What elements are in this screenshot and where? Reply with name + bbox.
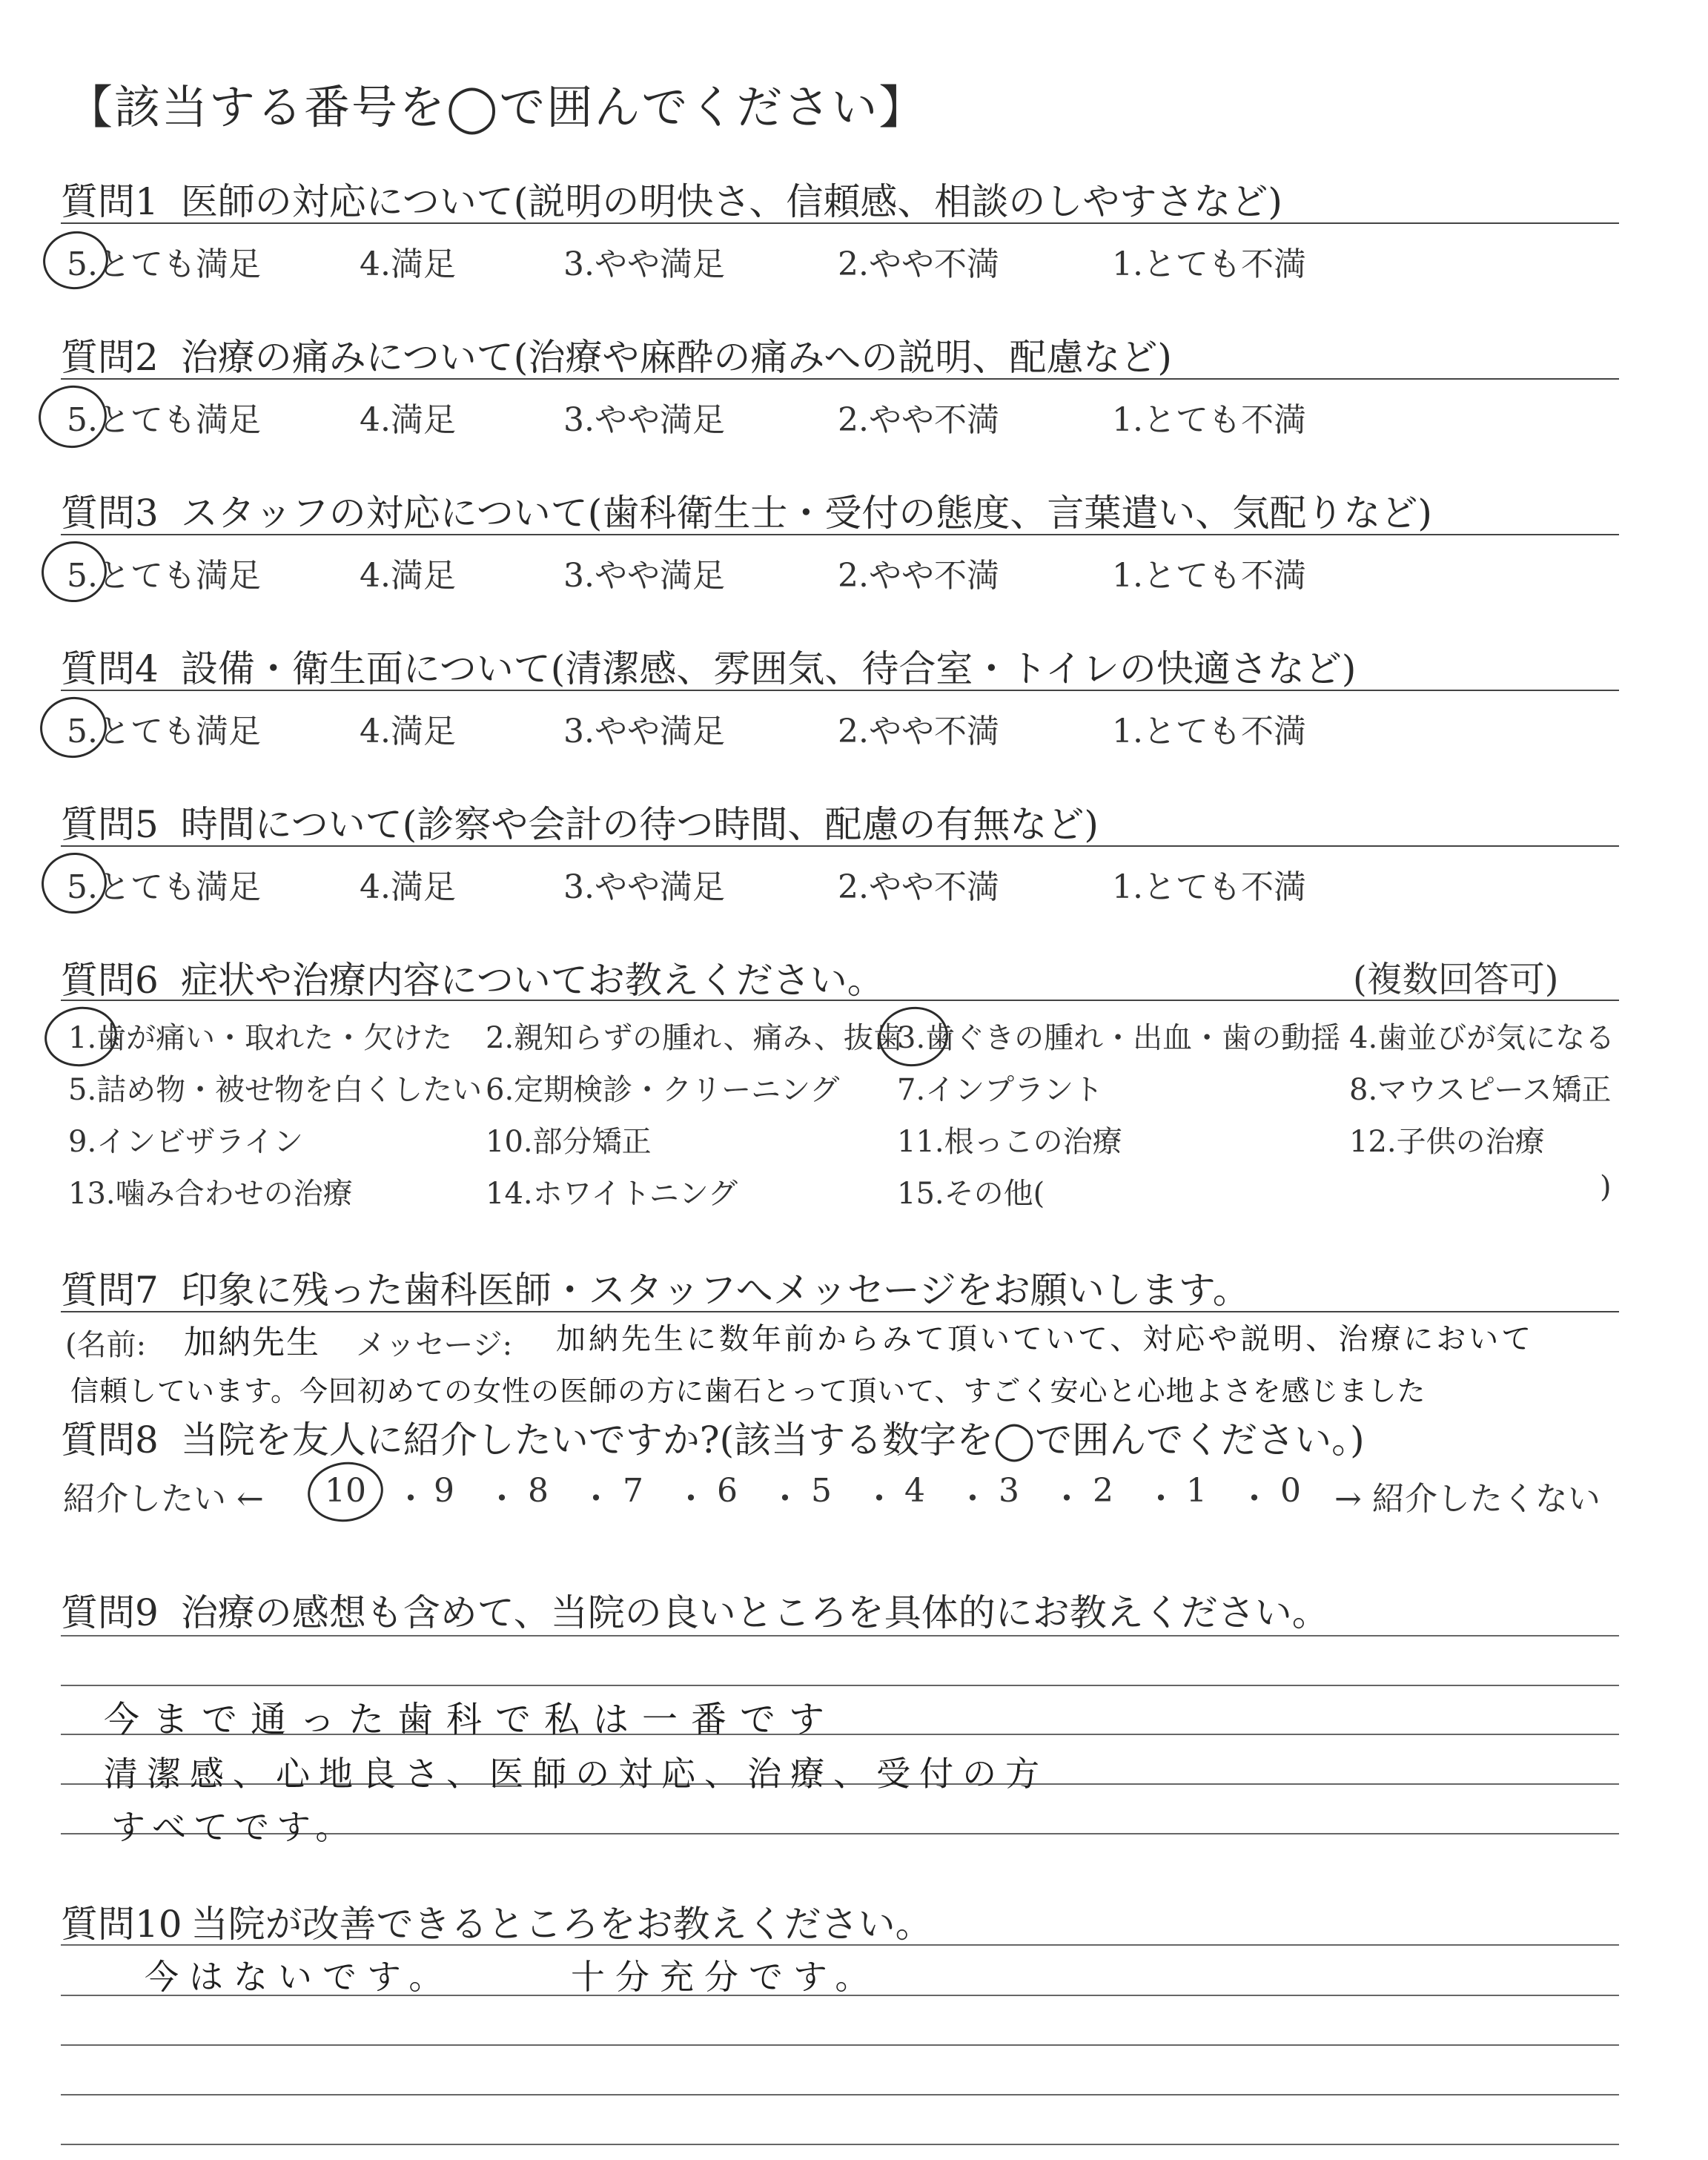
rating-option-2[interactable]: 2.やや不満: [838, 713, 999, 750]
symptom-option-8[interactable]: 8.マウスピース矯正: [1349, 1073, 1612, 1107]
divider-line: [61, 222, 1619, 224]
question-title: [61, 172, 1282, 225]
question-title: [61, 328, 1172, 381]
scale-dot: ・: [675, 1480, 707, 1518]
scale-value-3[interactable]: 3: [999, 1472, 1019, 1510]
scale-value-7[interactable]: 7: [623, 1472, 643, 1510]
question-text: スタッフの対応について(歯科衛生士・受付の態度、言葉遣い、気配りなど): [180, 492, 1432, 535]
symptom-option-11[interactable]: 11.根っこの治療: [897, 1125, 1122, 1159]
question-text: 当院を友人に紹介したいですか?(該当する数字を◯で囲んでください。): [180, 1418, 1365, 1462]
question-text: 医師の対応について(説明の明快さ、信頼感、相談のしやすさなど): [180, 180, 1282, 223]
rating-option-1[interactable]: 1.とても不満: [1112, 868, 1306, 906]
rating-option-3[interactable]: 3.やや満足: [563, 868, 725, 906]
answer-line: [61, 2094, 1619, 2095]
answer-line: [61, 2144, 1619, 2145]
question-text: 症状や治療内容についてお教えください。: [180, 959, 884, 1002]
rating-option-4[interactable]: 4.満足: [360, 401, 456, 439]
rating-option-5[interactable]: 5.とても満足: [67, 557, 261, 595]
divider-line: [61, 845, 1619, 847]
question-text: 設備・衛生面について(清潔感、雰囲気、待合室・トイレの快適さなど): [180, 647, 1357, 690]
scale-dot: ・: [1145, 1480, 1177, 1518]
multiple-answer-note: (複数回答可): [1353, 959, 1559, 1000]
divider-line: [61, 534, 1619, 535]
question-number: 質問9: [61, 1591, 159, 1634]
symptom-option-2[interactable]: 2.親知らずの腫れ、痛み、抜歯: [486, 1021, 903, 1055]
question-text: 治療の痛みについて(治療や麻酔の痛みへの説明、配慮など): [180, 336, 1172, 379]
rating-option-2[interactable]: 2.やや不満: [838, 401, 999, 439]
rating-option-2[interactable]: 2.やや不満: [838, 557, 999, 595]
question-title: [61, 795, 1099, 848]
scale-dot: ・: [580, 1480, 612, 1518]
scale-dot: ・: [1238, 1480, 1271, 1518]
message-handwritten-line-1: 加納先生に数年前からみて頂いていて、対応や説明、治療において: [556, 1322, 1535, 1356]
answer-handwritten-line-2: 清潔感、心地良さ、医師の対応、治療、受付の方: [104, 1754, 1049, 1794]
rating-option-1[interactable]: 1.とても不満: [1112, 401, 1306, 439]
symptom-option-4[interactable]: 4.歯並びが気になる: [1349, 1021, 1615, 1055]
scale-dot: ・: [1050, 1480, 1083, 1518]
divider-line: [61, 1000, 1619, 1001]
scale-value-6[interactable]: 6: [717, 1472, 738, 1510]
question-number: 質問4: [61, 647, 159, 690]
divider-line: [61, 690, 1619, 691]
name-handwritten: 加納先生: [184, 1324, 320, 1361]
symptom-option-7[interactable]: 7.インプラント: [897, 1073, 1104, 1107]
question-title: [61, 1583, 1329, 1636]
question-number: 質問2: [61, 336, 159, 379]
rating-option-1[interactable]: 1.とても不満: [1112, 713, 1306, 750]
answer-line: [61, 1635, 1619, 1636]
question-title: [61, 1410, 1365, 1464]
answer-handwritten-line-1: 今はないです。: [145, 1957, 454, 1997]
question-text: 印象に残った歯科医師・スタッフへメッセージをお願いします。: [180, 1269, 1250, 1312]
name-label: (名前:: [65, 1328, 147, 1362]
question-number: 質問6: [61, 959, 159, 1002]
scale-value-1[interactable]: 1: [1186, 1472, 1207, 1510]
symptom-option-13[interactable]: 13.噛み合わせの治療: [68, 1177, 353, 1211]
rating-option-4[interactable]: 4.満足: [360, 868, 456, 906]
rating-option-3[interactable]: 3.やや満足: [563, 401, 725, 439]
scale-dot: ・: [394, 1480, 427, 1518]
rating-option-2[interactable]: 2.やや不満: [838, 245, 999, 283]
symptom-option-10[interactable]: 10.部分矯正: [486, 1125, 652, 1159]
rating-option-4[interactable]: 4.満足: [360, 245, 456, 283]
symptom-option-14[interactable]: 14.ホワイトニング: [486, 1177, 738, 1211]
symptom-option-5[interactable]: 5.詰め物・被せ物を白くしたい: [68, 1073, 483, 1107]
question-number: 質問8: [61, 1418, 159, 1462]
question-number: 質問1: [61, 180, 159, 223]
question-title: [61, 639, 1356, 693]
question-number: 質問3: [61, 492, 159, 535]
rating-option-1[interactable]: 1.とても不満: [1112, 557, 1306, 595]
symptom-option-3[interactable]: 3.歯ぐきの腫れ・出血・歯の動揺: [897, 1021, 1341, 1055]
other-close-paren: ): [1600, 1170, 1612, 1204]
scale-value-5[interactable]: 5: [811, 1472, 832, 1510]
divider-line: [61, 378, 1619, 380]
question-text: 治療の感想も含めて、当院の良いところを具体的にお教えください。: [180, 1591, 1329, 1634]
scale-dot: ・: [486, 1480, 518, 1518]
symptom-option-12[interactable]: 12.子供の治療: [1349, 1125, 1545, 1159]
answer-handwritten-line-2: 十分充分です。: [571, 1957, 880, 1997]
question-title: [61, 1895, 933, 1948]
message-handwritten-line-2: 信頼しています。今回初めての女性の医師の方に歯石とって頂いて、すごく安心と心地よさを感じました: [70, 1375, 1426, 1407]
question-number: 質問10: [61, 1903, 182, 1946]
rating-option-5[interactable]: 5.とても満足: [67, 868, 261, 906]
rating-option-5[interactable]: 5.とても満足: [67, 401, 261, 439]
scale-value-10[interactable]: 10: [325, 1472, 366, 1510]
question-number: 質問5: [61, 803, 159, 846]
rating-option-4[interactable]: 4.満足: [360, 557, 456, 595]
recommend-left-label: 紹介したい ←: [63, 1480, 264, 1518]
answer-handwritten-line-1: 今まで通った歯科で私は一番です: [104, 1699, 838, 1740]
scale-value-8[interactable]: 8: [528, 1472, 549, 1510]
answer-line: [61, 2044, 1619, 2046]
symptom-option-1[interactable]: 1.歯が痛い・取れた・欠けた: [68, 1021, 453, 1055]
scale-value-2[interactable]: 2: [1093, 1472, 1113, 1510]
rating-option-5[interactable]: 5.とても満足: [67, 245, 261, 283]
symptom-option-6[interactable]: 6.定期検診・クリーニング: [486, 1073, 840, 1107]
question-text: 当院が改善できるところをお教えください。: [191, 1903, 933, 1946]
answer-line: [61, 1685, 1619, 1686]
question-number: 質問7: [61, 1269, 159, 1312]
form-instruction: 【該当する番号を◯で囲んでください】: [67, 80, 927, 134]
rating-option-4[interactable]: 4.満足: [360, 713, 456, 750]
question-title: [61, 1261, 1250, 1314]
rating-option-1[interactable]: 1.とても不満: [1112, 245, 1306, 283]
rating-option-2[interactable]: 2.やや不満: [838, 868, 999, 906]
answer-line: [61, 1944, 1619, 1946]
scale-dot: ・: [956, 1480, 989, 1518]
scale-value-9[interactable]: 9: [434, 1472, 454, 1510]
question-text: 時間について(診察や会計の待つ時間、配慮の有無など): [180, 803, 1099, 846]
scale-dot: ・: [863, 1480, 896, 1518]
scale-value-0[interactable]: 0: [1280, 1472, 1301, 1510]
rating-option-3[interactable]: 3.やや満足: [563, 713, 725, 750]
answer-handwritten-line-3: すべてです。: [111, 1807, 357, 1847]
message-label: メッセージ:: [356, 1328, 513, 1362]
scale-dot: ・: [769, 1480, 801, 1518]
rating-option-3[interactable]: 3.やや満足: [563, 557, 725, 595]
symptom-option-15[interactable]: 15.その他(: [897, 1177, 1045, 1211]
scale-value-4[interactable]: 4: [904, 1472, 925, 1510]
rating-option-5[interactable]: 5.とても満足: [67, 713, 261, 750]
divider-line: [61, 1311, 1619, 1312]
symptom-option-9[interactable]: 9.インビザライン: [68, 1125, 303, 1159]
question-title: [61, 951, 884, 1004]
rating-option-3[interactable]: 3.やや満足: [563, 245, 725, 283]
question-title: [61, 483, 1432, 537]
recommend-right-label: → 紹介したくない: [1334, 1480, 1601, 1518]
